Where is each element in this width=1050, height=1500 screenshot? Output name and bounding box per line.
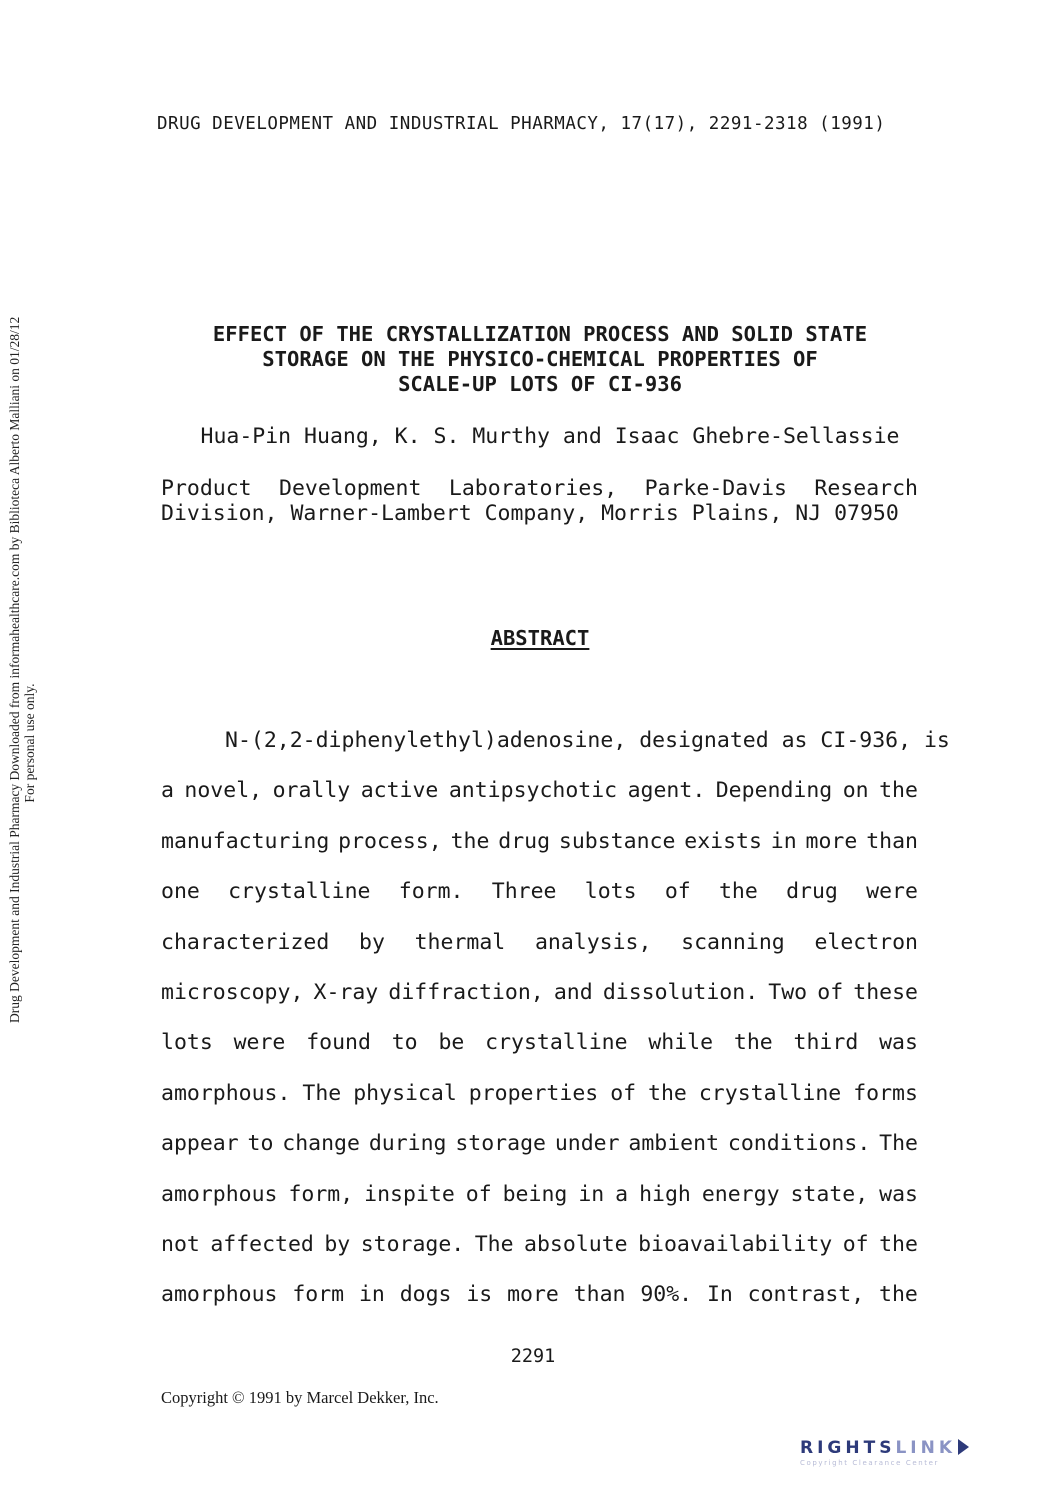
affiliation-word: Research [814, 476, 918, 501]
abstract-line [161, 1230, 918, 1280]
abstract-word: active [360, 778, 439, 804]
abstract-word: novel, [184, 778, 263, 804]
title-line-3: SCALE-UP LOTS OF CI-936 [398, 372, 682, 396]
rightslink-wordmark [800, 1438, 1032, 1458]
affiliation [161, 476, 918, 526]
abstract-word: drug [498, 828, 551, 854]
abstract-word: and [553, 979, 593, 1005]
abstract-word: antipsychotic [448, 778, 618, 804]
abstract-word: storage. [360, 1231, 465, 1257]
abstract-line [161, 1129, 918, 1179]
abstract-word: be [438, 1030, 465, 1056]
abstract-word: physical [353, 1080, 457, 1106]
rightslink-logo[interactable] [800, 1438, 1032, 1472]
abstract-word: exists [684, 828, 762, 854]
abstract-line [161, 928, 918, 978]
abstract-heading: ABSTRACT [490, 626, 590, 650]
abstract-word: the [718, 879, 758, 905]
abstract-word: is [466, 1282, 493, 1308]
abstract-word: The [474, 1231, 514, 1257]
abstract-word: 90%. [640, 1282, 693, 1308]
affiliation-word: Product [161, 476, 252, 501]
abstract-word: manufacturing [161, 828, 330, 854]
abstract-word: by [324, 1231, 351, 1257]
abstract-word: amorphous [161, 1181, 278, 1207]
abstract-word: form [292, 1282, 345, 1308]
abstract-word: amorphous [161, 1282, 278, 1308]
abstract-word: process, [338, 828, 442, 854]
title-line-2: STORAGE ON THE PHYSICO-CHEMICAL PROPERTIES OF [262, 347, 818, 371]
abstract-word: the [450, 828, 490, 854]
abstract-line [161, 827, 918, 877]
abstract-word: crystalline [228, 879, 371, 905]
chevron-right-icon [958, 1439, 969, 1455]
abstract-word: substance [558, 828, 676, 854]
abstract-word: lots [161, 1030, 213, 1056]
download-stamp-line-2: For personal use only. [22, 683, 37, 803]
abstract-word: storage [455, 1131, 546, 1157]
abstract-word: was [879, 1181, 918, 1207]
abstract-word: lots [584, 879, 637, 905]
paper-title [160, 322, 920, 397]
abstract-word: was [879, 1030, 918, 1056]
download-stamp-line-1: Drug Development and Industrial Pharmacy Downloaded from informahealthcare.com by Biblioteca Alberto Malliani on 01/28/12 [7, 316, 22, 1023]
affiliation-word: Development [279, 476, 422, 501]
abstract-word: microscopy, [161, 979, 304, 1005]
abstract-word: the [879, 1282, 918, 1308]
abstract-word: X-ray [313, 979, 379, 1005]
author-list: Hua-Pin Huang, K. S. Murthy and Isaac Ghebre-Sellassie [200, 424, 900, 449]
abstract-word: form. [398, 879, 464, 905]
abstract-word: analysis, [534, 929, 652, 955]
abstract-word: under [554, 1131, 620, 1157]
abstract-word: In [706, 1282, 733, 1308]
abstract-word: of [610, 1080, 637, 1106]
abstract-line: N-(2,2-diphenylethyl)adenosine, designated as CI-936, is [225, 728, 950, 753]
abstract-word: scanning [681, 929, 785, 955]
abstract-line [161, 776, 918, 826]
abstract-word: than [866, 828, 918, 854]
abstract-line [161, 877, 918, 927]
abstract-word: absolute [524, 1231, 628, 1257]
abstract-word: third [793, 1030, 859, 1056]
affiliation-word: Parke-Davis [644, 476, 787, 501]
page-number: 2291 [510, 1346, 556, 1367]
abstract-word: not [161, 1231, 200, 1257]
abstract-word: while [648, 1030, 714, 1056]
abstract-word: electron [814, 929, 918, 955]
abstract-word: to [247, 1131, 274, 1157]
abstract-word: thermal [414, 929, 506, 955]
abstract-line [161, 1280, 918, 1330]
affiliation-word: Laboratories, [448, 476, 618, 501]
abstract-word: more [507, 1282, 559, 1308]
abstract-word: energy [701, 1181, 780, 1207]
abstract-word: dogs [399, 1282, 452, 1308]
abstract-word: of [465, 1181, 492, 1207]
abstract-line [161, 1180, 918, 1230]
abstract-body [161, 726, 950, 1331]
abstract-word: appear [161, 1131, 239, 1157]
abstract-word: diffraction, [388, 979, 544, 1005]
rightslink-rights-text: RIGHTS [800, 1438, 896, 1458]
abstract-word: bioavailability [638, 1231, 833, 1257]
copyright-notice: Copyright © 1991 by Marcel Dekker, Inc. [161, 1388, 439, 1407]
abstract-word: by [359, 929, 385, 955]
abstract-word: were [233, 1030, 286, 1056]
abstract-word: during [368, 1131, 447, 1157]
abstract-word: Two [768, 979, 808, 1005]
abstract-word: orally [272, 778, 351, 804]
abstract-word: The [879, 1131, 918, 1157]
abstract-word: in [770, 828, 797, 854]
rightslink-link-text: LINK [895, 1438, 956, 1458]
abstract-word: ambient [628, 1131, 720, 1157]
abstract-word: dissolution. [602, 979, 759, 1005]
abstract-word: on [842, 778, 869, 804]
abstract-word: the [648, 1080, 687, 1106]
rightslink-tagline: Copyright Clearance Center [800, 1459, 940, 1467]
abstract-word: The [302, 1080, 342, 1106]
abstract-word: found [306, 1030, 371, 1056]
abstract-word: Depending [715, 778, 833, 804]
abstract-word: these [853, 979, 918, 1005]
abstract-word: the [879, 778, 918, 804]
abstract-word: change [282, 1131, 360, 1157]
journal-citation: DRUG DEVELOPMENT AND INDUSTRIAL PHARMACY, 17(17), 2291-2318 (1991) [157, 114, 886, 134]
abstract-word: form, [288, 1181, 354, 1207]
abstract-word: drug [786, 879, 838, 905]
abstract-word: amorphous. [161, 1080, 291, 1106]
abstract-word: the [733, 1030, 773, 1056]
abstract-word: the [879, 1231, 918, 1257]
abstract-word: contrast, [747, 1282, 865, 1308]
abstract-word: characterized [161, 929, 330, 955]
affiliation-line-1 [161, 476, 918, 501]
abstract-word: of [664, 879, 691, 905]
abstract-word: more [805, 828, 858, 854]
download-stamp [7, 316, 37, 1023]
abstract-word: agent. [627, 778, 706, 804]
abstract-word: being [502, 1181, 568, 1207]
abstract-word: a [615, 1181, 629, 1207]
abstract-line [161, 978, 918, 1028]
abstract-word: were [866, 879, 918, 905]
abstract-word: crystalline [698, 1080, 842, 1106]
abstract-word: of [817, 979, 844, 1005]
abstract-line [161, 1079, 918, 1129]
abstract-word: in [578, 1181, 605, 1207]
abstract-word: than [573, 1282, 626, 1308]
abstract-word: inspite [364, 1181, 455, 1207]
abstract-line [161, 1028, 918, 1078]
abstract-word: state, [790, 1181, 869, 1207]
abstract-word: crystalline [485, 1030, 628, 1056]
title-line-1: EFFECT OF THE CRYSTALLIZATION PROCESS AND SOLID STATE [212, 322, 868, 346]
affiliation-line-2: Division, Warner-Lambert Company, Morris Plains, NJ 07950 [161, 501, 899, 526]
abstract-word: conditions. [727, 1131, 871, 1157]
abstract-word: high [639, 1181, 691, 1207]
abstract-word: properties [468, 1080, 599, 1106]
abstract-word: Three [491, 879, 557, 905]
abstract-word: in [358, 1282, 385, 1308]
abstract-word: one [161, 879, 200, 905]
abstract-word: to [391, 1030, 418, 1056]
abstract-word: affected [210, 1231, 314, 1257]
abstract-word: of [842, 1231, 869, 1257]
abstract-word: forms [853, 1080, 918, 1106]
abstract-word: a [161, 778, 174, 804]
